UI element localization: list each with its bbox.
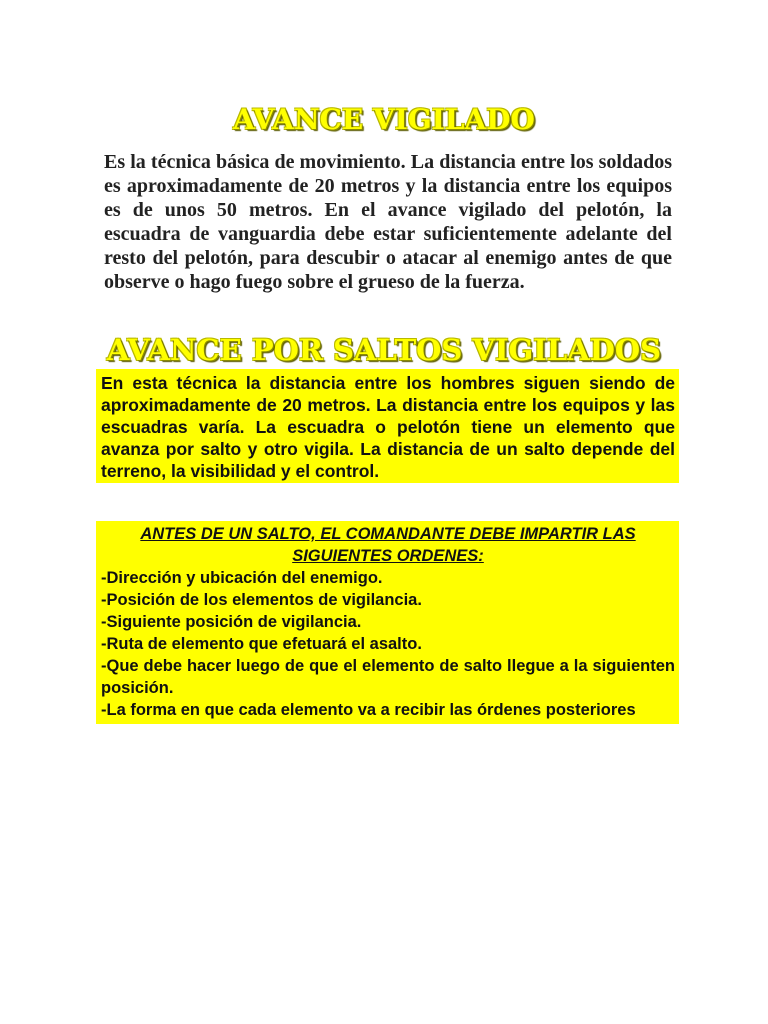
order-item: -Posición de los elementos de vigilancia.	[101, 591, 422, 609]
section-body-avance-vigilado: Es la técnica básica de movimiento. La distancia entre los soldados es aproximadamente de 20 metros y la distancia entre los equipos es de unos 50 metros. En el avance vigilado del pelotón, la escuadra de vanguardia debe estar suficientemente adelante del resto del pelotón, para descubir o atacar al enemigo antes de que observe o hago fuego sobre el grueso de la fuerza.	[104, 151, 672, 293]
order-item: -Ruta de elemento que efetuará el asalto.	[101, 635, 422, 653]
order-item: -Que debe hacer luego de que el elemento de salto llegue a la siguienten posición.	[101, 657, 675, 697]
section-body-avance-por-saltos: En esta técnica la distancia entre los hombres siguen siendo de aproximadamente de 20 metros. La distancia entre los equipos y las escuadras varía. La escuadra o pelotón tiene un elemento que avanza por salto y otro vigila. La distancia de un salto depende del terreno, la visibilidad y el control.	[101, 373, 675, 481]
highlight-box-saltos	[96, 369, 679, 483]
orders-box-title: ANTES DE UN SALTO, EL COMANDANTE DEBE IMPARTIR LAS SIGUIENTES ORDENES:	[140, 525, 636, 565]
orders-box	[96, 521, 679, 724]
order-item: -Dirección y ubicación del enemigo.	[101, 569, 383, 587]
order-item: -Siguiente posición de vigilancia.	[101, 613, 362, 631]
section-title-avance-por-saltos: AVANCE POR SALTOS VIGILADOS	[106, 333, 662, 367]
order-item: -La forma en que cada elemento va a recibir las órdenes posteriores	[101, 701, 636, 719]
section-title-avance-vigilado: AVANCE VIGILADO	[233, 103, 535, 136]
